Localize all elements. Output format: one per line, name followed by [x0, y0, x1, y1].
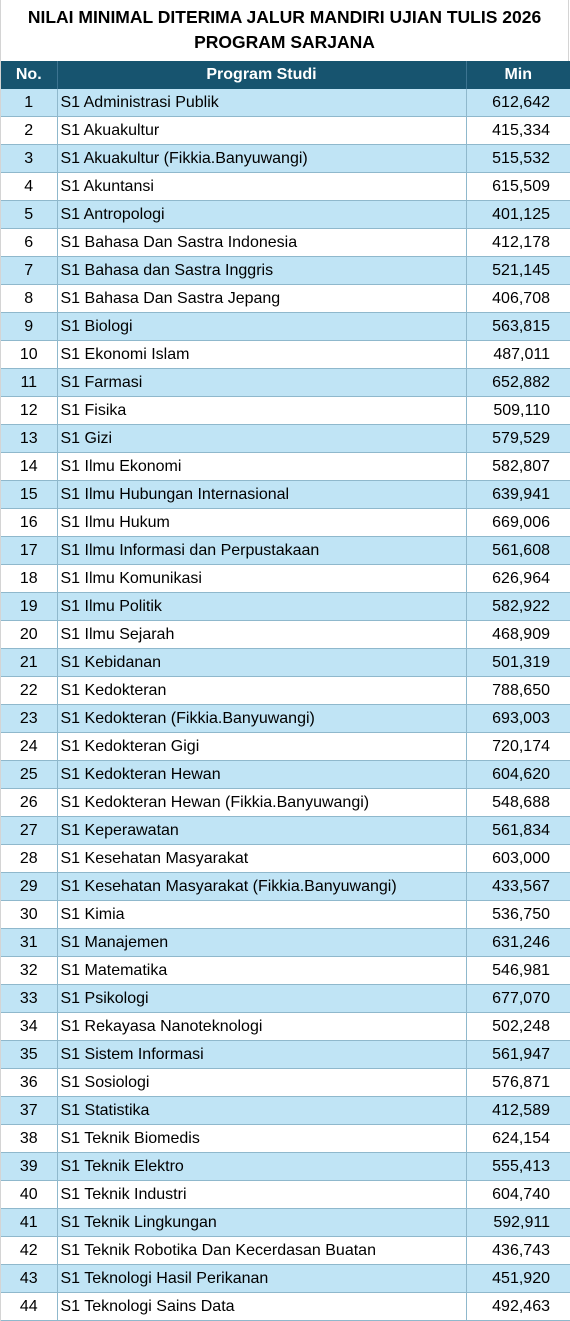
cell-program[interactable]: S1 Kebidanan [57, 649, 466, 677]
table-row [1, 537, 570, 565]
cell-min[interactable]: 624,154 [466, 1125, 570, 1153]
table-row [1, 89, 570, 117]
cell-min[interactable]: 579,529 [466, 425, 570, 453]
cell-no[interactable]: 27 [1, 817, 57, 845]
title-line-2: PROGRAM SARJANA [194, 32, 375, 52]
cell-no[interactable]: 2 [1, 117, 57, 145]
table-row [1, 1153, 570, 1181]
table-row [1, 873, 570, 901]
cell-program[interactable]: S1 Kedokteran [57, 677, 466, 705]
cell-no[interactable]: 17 [1, 537, 57, 565]
cell-program[interactable]: S1 Fisika [57, 397, 466, 425]
cell-min[interactable]: 615,509 [466, 173, 570, 201]
cell-no[interactable]: 1 [1, 89, 57, 117]
table-row [1, 285, 570, 313]
cell-min[interactable]: 604,620 [466, 761, 570, 789]
cell-no[interactable]: 29 [1, 873, 57, 901]
cell-program[interactable]: S1 Manajemen [57, 929, 466, 957]
cell-program[interactable]: S1 Farmasi [57, 369, 466, 397]
table-row [1, 341, 570, 369]
cell-program[interactable]: S1 Ilmu Politik [57, 593, 466, 621]
cell-min[interactable]: 406,708 [466, 285, 570, 313]
cell-no[interactable]: 20 [1, 621, 57, 649]
table-row [1, 929, 570, 957]
cell-min[interactable]: 561,834 [466, 817, 570, 845]
cell-program[interactable]: S1 Kedokteran Gigi [57, 733, 466, 761]
cell-min[interactable]: 433,567 [466, 873, 570, 901]
cell-program[interactable]: S1 Bahasa Dan Sastra Indonesia [57, 229, 466, 257]
cell-no[interactable]: 10 [1, 341, 57, 369]
cell-no[interactable]: 8 [1, 285, 57, 313]
cell-min[interactable]: 546,981 [466, 957, 570, 985]
cell-no[interactable]: 19 [1, 593, 57, 621]
cell-program[interactable]: S1 Ilmu Sejarah [57, 621, 466, 649]
cell-no[interactable]: 44 [1, 1293, 57, 1321]
table-row [1, 1209, 570, 1237]
cell-no[interactable]: 6 [1, 229, 57, 257]
column-header-no[interactable]: No. [1, 61, 57, 89]
cell-no[interactable]: 25 [1, 761, 57, 789]
table-row [1, 117, 570, 145]
cell-min[interactable]: 626,964 [466, 565, 570, 593]
cell-program[interactable]: S1 Ilmu Ekonomi [57, 453, 466, 481]
table-row [1, 1125, 570, 1153]
cell-no[interactable]: 16 [1, 509, 57, 537]
cell-no[interactable]: 11 [1, 369, 57, 397]
cell-no[interactable]: 7 [1, 257, 57, 285]
cell-program[interactable]: S1 Kedokteran (Fikkia.Banyuwangi) [57, 705, 466, 733]
table-row [1, 509, 570, 537]
cell-no[interactable]: 34 [1, 1013, 57, 1041]
cell-program[interactable]: S1 Teknik Elektro [57, 1153, 466, 1181]
cell-min[interactable]: 536,750 [466, 901, 570, 929]
cell-min[interactable]: 521,145 [466, 257, 570, 285]
table-row [1, 1041, 570, 1069]
cell-min[interactable]: 592,911 [466, 1209, 570, 1237]
cell-no[interactable]: 37 [1, 1097, 57, 1125]
table-row [1, 761, 570, 789]
cell-no[interactable]: 23 [1, 705, 57, 733]
cell-program[interactable]: S1 Keperawatan [57, 817, 466, 845]
cell-no[interactable]: 14 [1, 453, 57, 481]
page-title [1, 0, 568, 61]
cell-no[interactable]: 5 [1, 201, 57, 229]
cell-program[interactable]: S1 Ilmu Hukum [57, 509, 466, 537]
cell-program[interactable]: S1 Gizi [57, 425, 466, 453]
table-row [1, 173, 570, 201]
table-row [1, 677, 570, 705]
cell-program[interactable]: S1 Rekayasa Nanoteknologi [57, 1013, 466, 1041]
table-row [1, 985, 570, 1013]
table-row [1, 201, 570, 229]
cell-program[interactable]: S1 Kesehatan Masyarakat [57, 845, 466, 873]
table-row [1, 481, 570, 509]
cell-no[interactable]: 31 [1, 929, 57, 957]
cell-min[interactable]: 548,688 [466, 789, 570, 817]
cell-no[interactable]: 42 [1, 1237, 57, 1265]
cell-program[interactable]: S1 Statistika [57, 1097, 466, 1125]
cell-program[interactable]: S1 Kimia [57, 901, 466, 929]
cell-min[interactable]: 509,110 [466, 397, 570, 425]
cell-program[interactable]: S1 Kesehatan Masyarakat (Fikkia.Banyuwangi) [57, 873, 466, 901]
cell-program[interactable]: S1 Administrasi Publik [57, 89, 466, 117]
table-row [1, 313, 570, 341]
table-row [1, 817, 570, 845]
cell-min[interactable]: 563,815 [466, 313, 570, 341]
cell-no[interactable]: 21 [1, 649, 57, 677]
cell-program[interactable]: S1 Kedokteran Hewan (Fikkia.Banyuwangi) [57, 789, 466, 817]
cell-no[interactable]: 36 [1, 1069, 57, 1097]
cell-program[interactable]: S1 Ilmu Hubungan Internasional [57, 481, 466, 509]
cell-program[interactable]: S1 Ilmu Komunikasi [57, 565, 466, 593]
cell-no[interactable]: 33 [1, 985, 57, 1013]
table-row [1, 621, 570, 649]
table-header-row [1, 61, 570, 89]
cell-program[interactable]: S1 Teknologi Hasil Perikanan [57, 1265, 466, 1293]
cell-program[interactable]: S1 Teknik Biomedis [57, 1125, 466, 1153]
cell-program[interactable]: S1 Ekonomi Islam [57, 341, 466, 369]
cell-min[interactable]: 631,246 [466, 929, 570, 957]
cell-program[interactable]: S1 Matematika [57, 957, 466, 985]
cell-min[interactable]: 788,650 [466, 677, 570, 705]
cell-no[interactable]: 40 [1, 1181, 57, 1209]
cell-no[interactable]: 35 [1, 1041, 57, 1069]
cell-no[interactable]: 43 [1, 1265, 57, 1293]
table-body [1, 89, 570, 1321]
cell-min[interactable]: 669,006 [466, 509, 570, 537]
cell-min[interactable]: 487,011 [466, 341, 570, 369]
cell-program[interactable]: S1 Teknik Lingkungan [57, 1209, 466, 1237]
table-row [1, 1097, 570, 1125]
table-row [1, 425, 570, 453]
table-row [1, 369, 570, 397]
table-row [1, 901, 570, 929]
table-row [1, 789, 570, 817]
title-line-1: NILAI MINIMAL DITERIMA JALUR MANDIRI UJIAN TULIS 2026 [27, 7, 542, 27]
cell-min[interactable]: 603,000 [466, 845, 570, 873]
table-row [1, 257, 570, 285]
cell-program[interactable]: S1 Akuakultur (Fikkia.Banyuwangi) [57, 145, 466, 173]
cell-min[interactable]: 652,882 [466, 369, 570, 397]
cell-program[interactable]: S1 Bahasa dan Sastra Inggris [57, 257, 466, 285]
cell-program[interactable]: S1 Biologi [57, 313, 466, 341]
column-header-min[interactable]: Min [466, 61, 570, 89]
table-row [1, 649, 570, 677]
cell-program[interactable]: S1 Kedokteran Hewan [57, 761, 466, 789]
table-row [1, 453, 570, 481]
cell-min[interactable]: 412,178 [466, 229, 570, 257]
cell-min[interactable]: 415,334 [466, 117, 570, 145]
table-row [1, 1265, 570, 1293]
cell-min[interactable]: 576,871 [466, 1069, 570, 1097]
cell-program[interactable]: S1 Teknik Robotika Dan Kecerdasan Buatan [57, 1237, 466, 1265]
table-row [1, 1013, 570, 1041]
cell-program[interactable]: S1 Ilmu Informasi dan Perpustakaan [57, 537, 466, 565]
table-row [1, 1293, 570, 1321]
cell-no[interactable]: 38 [1, 1125, 57, 1153]
table-row [1, 1181, 570, 1209]
cell-no[interactable]: 9 [1, 313, 57, 341]
cell-program[interactable]: S1 Teknik Industri [57, 1181, 466, 1209]
cell-min[interactable]: 412,589 [466, 1097, 570, 1125]
cell-no[interactable]: 3 [1, 145, 57, 173]
cell-min[interactable]: 555,413 [466, 1153, 570, 1181]
cell-program[interactable]: S1 Teknologi Sains Data [57, 1293, 466, 1321]
table-row [1, 565, 570, 593]
table-row [1, 145, 570, 173]
cell-min[interactable]: 451,920 [466, 1265, 570, 1293]
cell-program[interactable]: S1 Sosiologi [57, 1069, 466, 1097]
cell-no[interactable]: 13 [1, 425, 57, 453]
cell-min[interactable]: 501,319 [466, 649, 570, 677]
cell-min[interactable]: 604,740 [466, 1181, 570, 1209]
cell-min[interactable]: 639,941 [466, 481, 570, 509]
cell-min[interactable]: 582,807 [466, 453, 570, 481]
cell-program[interactable]: S1 Antropologi [57, 201, 466, 229]
cell-min[interactable]: 468,909 [466, 621, 570, 649]
cell-program[interactable]: S1 Psikologi [57, 985, 466, 1013]
cell-no[interactable]: 32 [1, 957, 57, 985]
cell-no[interactable]: 15 [1, 481, 57, 509]
results-table [1, 61, 570, 1321]
cell-min[interactable]: 582,922 [466, 593, 570, 621]
cell-no[interactable]: 28 [1, 845, 57, 873]
cell-no[interactable]: 30 [1, 901, 57, 929]
cell-min[interactable]: 561,947 [466, 1041, 570, 1069]
cell-min[interactable]: 515,532 [466, 145, 570, 173]
cell-no[interactable]: 4 [1, 173, 57, 201]
cell-no[interactable]: 39 [1, 1153, 57, 1181]
table-row [1, 397, 570, 425]
cell-min[interactable]: 561,608 [466, 537, 570, 565]
table-row [1, 1237, 570, 1265]
table-row [1, 957, 570, 985]
cell-min[interactable]: 677,070 [466, 985, 570, 1013]
cell-no[interactable]: 12 [1, 397, 57, 425]
table-row [1, 733, 570, 761]
cell-no[interactable]: 41 [1, 1209, 57, 1237]
cell-min[interactable]: 720,174 [466, 733, 570, 761]
cell-program[interactable]: S1 Sistem Informasi [57, 1041, 466, 1069]
cell-no[interactable]: 24 [1, 733, 57, 761]
table-row [1, 845, 570, 873]
cell-min[interactable]: 612,642 [466, 89, 570, 117]
cell-no[interactable]: 22 [1, 677, 57, 705]
cell-min[interactable]: 436,743 [466, 1237, 570, 1265]
column-header-program[interactable]: Program Studi [57, 61, 466, 89]
cell-min[interactable]: 492,463 [466, 1293, 570, 1321]
cell-min[interactable]: 502,248 [466, 1013, 570, 1041]
table-row [1, 593, 570, 621]
cell-program[interactable]: S1 Akuntansi [57, 173, 466, 201]
cell-no[interactable]: 18 [1, 565, 57, 593]
cell-program[interactable]: S1 Akuakultur [57, 117, 466, 145]
cell-no[interactable]: 26 [1, 789, 57, 817]
table-row [1, 705, 570, 733]
cell-min[interactable]: 401,125 [466, 201, 570, 229]
table-row [1, 1069, 570, 1097]
table-row [1, 229, 570, 257]
cell-program[interactable]: S1 Bahasa Dan Sastra Jepang [57, 285, 466, 313]
cell-min[interactable]: 693,003 [466, 705, 570, 733]
